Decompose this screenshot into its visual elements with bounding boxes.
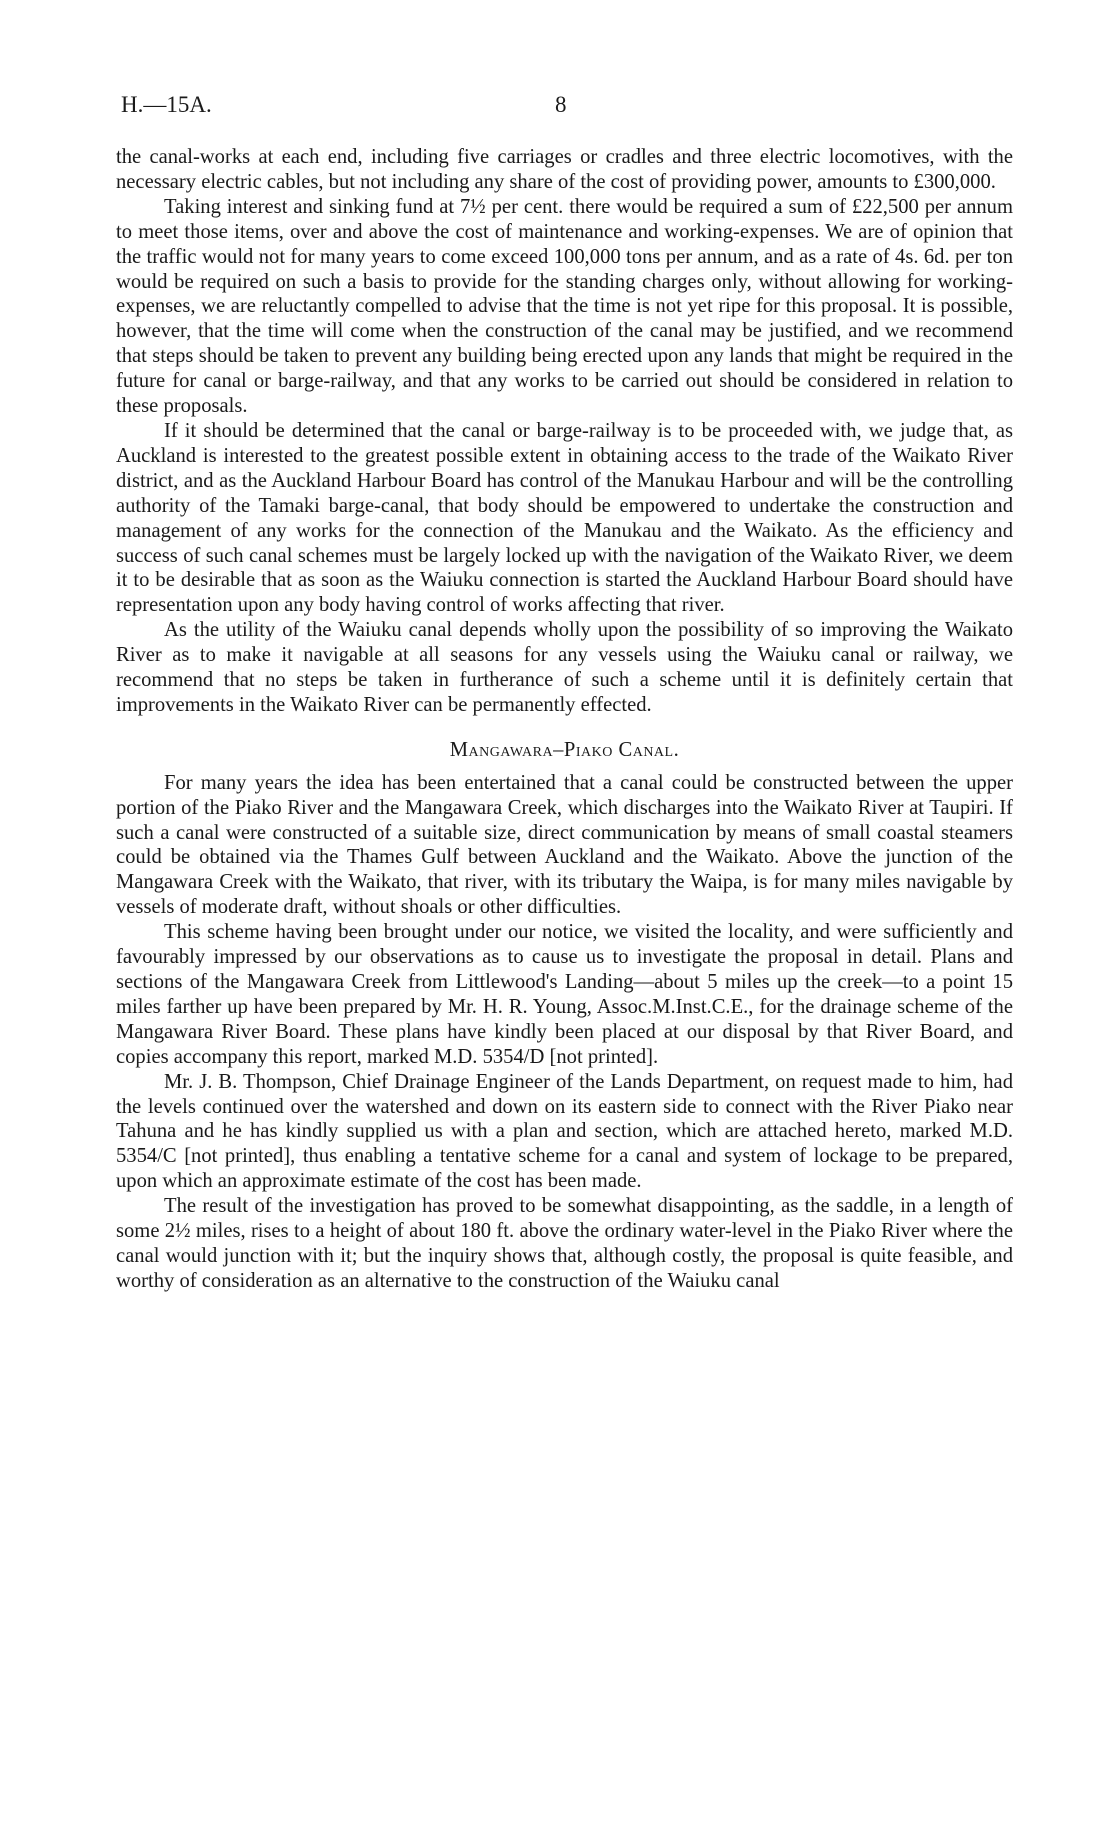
paragraph: For many years the idea has been entertained that a canal could be constructed between the upper portion of the Piako River and the Mangawara Creek, which discharges into the Waikato River at Taupiri. If such a canal were constructed of a suitable size, direct communication by means of small coastal steamers could be obtained via the Thames Gulf between Auckland and the Waikato. Above the junction of the Mangawara Creek with the Waikato, that river, with its tributary the Waipa, is for many miles navigable by vessels of moderate draft, without shoals or other difficulties. [116,771,1013,919]
paragraph: The result of the investigation has proved to be somewhat disappointing, as the saddle, in a length of some 2½ miles, rises to a height of about 180 ft. above the ordinary water-level in the Piako River where the canal would junction with it; but the inquiry shows that, although costly, the proposal is quite feasible, and worthy of consideration as an alternative to the construction of the Waiuku canal [116,1195,1013,1292]
paragraph: As the utility of the Waiuku canal depends wholly upon the possibility of so improving the Waikato River as to make it navigable at all seasons for any vessels using the Waiuku canal or railway, we recommend that no steps be taken in furtherance of such a scheme until it is definitely certain that improvements in the Waikato River can be permanently effected. [116,619,1013,716]
paragraph: the canal-works at each end, including five carriages or cradles and three electric locomotives, with the necessary electric cables, but not including any share of the cost of providing power, amounts to £300,000. [116,146,1013,193]
page-number: 8 [555,92,567,117]
page-header [121,92,1021,122]
paragraph: Taking interest and sinking fund at 7½ per cent. there would be required a sum of £22,500 per annum to meet those items, over and above the cost of maintenance and working-expenses. We are of opinion that the traffic would not for many years to come exceed 100,000 tons per annum, and as a rate of 4s. 6d. per ton would be required on such a basis to provide for the standing charges only, without allowing for working-expenses, we are reluctantly compelled to advise that the time is not yet ripe for this proposal. It is possible, however, that the time will come when the construction of the canal may be justified, and we recommend that steps should be taken to prevent any building being erected upon any lands that might be required in the future for canal or barge-railway, and that any works to be carried out should be considered in relation to these proposals. [116,195,1013,418]
body-text [116,145,1013,1294]
document-reference: H.—15A. [121,92,212,117]
paragraph: If it should be determined that the canal or barge-railway is to be proceeded with, we judge that, as Auckland is interested to the greatest possible extent in obtaining access to the trade of the Waikato River district, and as the Auckland Harbour Board has control of the Manukau Harbour and will be the controlling authority of the Tamaki barge-canal, that body should be empowered to undertake the construction and management of any works for the connection of the Manukau and the Waikato. As the efficiency and success of such canal schemes must be largely locked up with the navigation of the Waikato River, we deem it to be desirable that as soon as the Waiuku connection is started the Auckland Harbour Board should have representation upon any body having control of works affecting that river. [116,419,1013,617]
paragraph: Mr. J. B. Thompson, Chief Drainage Engineer of the Lands Department, on request made to him, had the levels continued over the watershed and down on its eastern side to connect with the River Piako near Tahuna and he has kindly supplied us with a plan and section, which are attached hereto, marked M.D. 5354/C [not printed], thus enabling a tentative scheme for a canal and system of lockage to be prepared, upon which an approximate estimate of the cost has been made. [116,1070,1013,1193]
paragraph: This scheme having been brought under our notice, we visited the locality, and were sufficiently and favourably impressed by our observations as to cause us to investigate the proposal in detail. Plans and sections of the Mangawara Creek from Littlewood's Landing—about 5 miles up the creek—to a point 15 miles farther up have been prepared by Mr. H. R. Young, Assoc.M.Inst.C.E., for the drainage scheme of the Mangawara River Board. These plans have kindly been placed at our disposal by that River Board, and copies accompany this report, marked M.D. 5354/D [not printed]. [116,921,1013,1068]
section-heading: Mangawara–Piako Canal. [449,738,680,761]
